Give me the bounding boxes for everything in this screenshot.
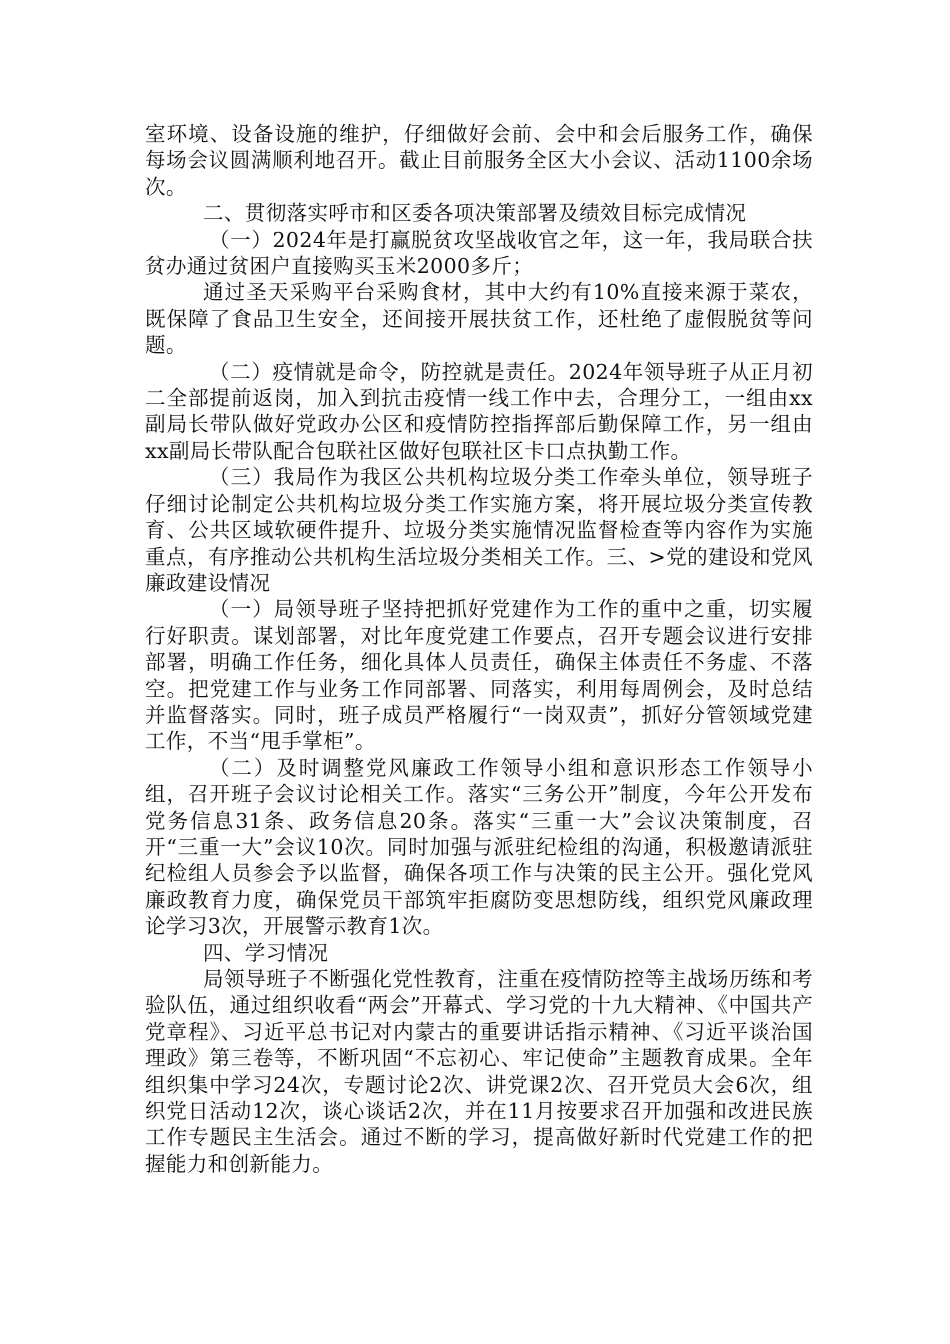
document-body [145,121,813,1177]
paragraph-procurement: 通过圣天采购平台采购食材，其中大约有10%直接来源于菜农，既保障了食品卫生安全，还间接开展扶贫工作，还杜绝了虚假脱贫等问题。 [145,280,813,358]
section-heading-2: 二、贯彻落实呼市和区委各项决策部署及绩效目标完成情况 [203,201,747,226]
section-heading-4: 四、学习情况 [203,940,329,965]
paragraph-epidemic-control: （二）疫情就是命令，防控就是责任。2024年领导班子从正月初二全部提前返岗，加入到抗击疫情一线工作中去，合理分工，一组由xx副局长带队做好党政办公区和疫情防控指挥部后勤保障工作，另一组由xx副局长带队配合包联社区做好包联社区卡口点执勤工作。 [145,359,813,463]
paragraph-garbage-sorting: （三）我局作为我区公共机构垃圾分类工作牵头单位，领导班子仔细讨论制定公共机构垃圾分类工作实施方案，将开展垃圾分类宣传教育、公共区域软硬件提升、垃圾分类实施情况监督检查等内容作为实施重点，有序推动公共机构生活垃圾分类相关工作。三、>党的建设和党风廉政建设情况 [145,465,813,595]
paragraph-study: 局领导班子不断强化党性教育，注重在疫情防控等主战场历练和考验队伍，通过组织收看“两会”开幕式、学习党的十九大精神、《中国共产党章程》、习近平总书记对内蒙古的重要讲话指示精神、《习近平谈治国理政》第三卷等，不断巩固“不忘初心、牢记使命”主题教育成果。全年组织集中学习24次，专题讨论2次、讲党课2次、召开党员大会6次，组织党日活动12次，谈心谈话2次，并在11月按要求召开加强和改进民族工作专题民主生活会。通过不断的学习，提高做好新时代党建工作的把握能力和创新能力。 [145,967,813,1176]
paragraph-poverty-relief: （一）2024年是打赢脱贫攻坚战收官之年，这一年，我局联合扶贫办通过贫困户直接购买玉米2000多斤； [145,227,813,279]
paragraph-party-building: （一）局领导班子坚持把抓好党建作为工作的重中之重，切实履行好职责。谋划部署，对比年度党建工作要点，召开专题会议进行安排部署，明确工作任务，细化具体人员责任，确保主体责任不务虚、不落空。把党建工作与业务工作同部署、同落实，利用每周例会，及时总结并监督落实。同时，班子成员严格履行“一岗双责”，抓好分管领域党建工作，不当“甩手掌柜”。 [145,597,813,754]
paragraph-clean-governance: （二）及时调整党风廉政工作领导小组和意识形态工作领导小组，召开班子会议讨论相关工作。落实“三务公开”制度，今年公开发布党务信息31条、政务信息20条。落实“三重一大”会议决策制度，召开“三重一大”会议10次。同时加强与派驻纪检组的沟通，积极邀请派驻纪检组人员参会予以监督，确保各项工作与决策的民主公开。强化党风廉政教育力度，确保党员干部筑牢拒腐防变思想防线，组织党风廉政理论学习3次，开展警示教育1次。 [145,755,813,939]
paragraph-meeting-service: 室环境、设备设施的维护，仔细做好会前、会中和会后服务工作，确保每场会议圆满顺利地召开。截止目前服务全区大小会议、活动1100余场次。 [145,122,813,199]
